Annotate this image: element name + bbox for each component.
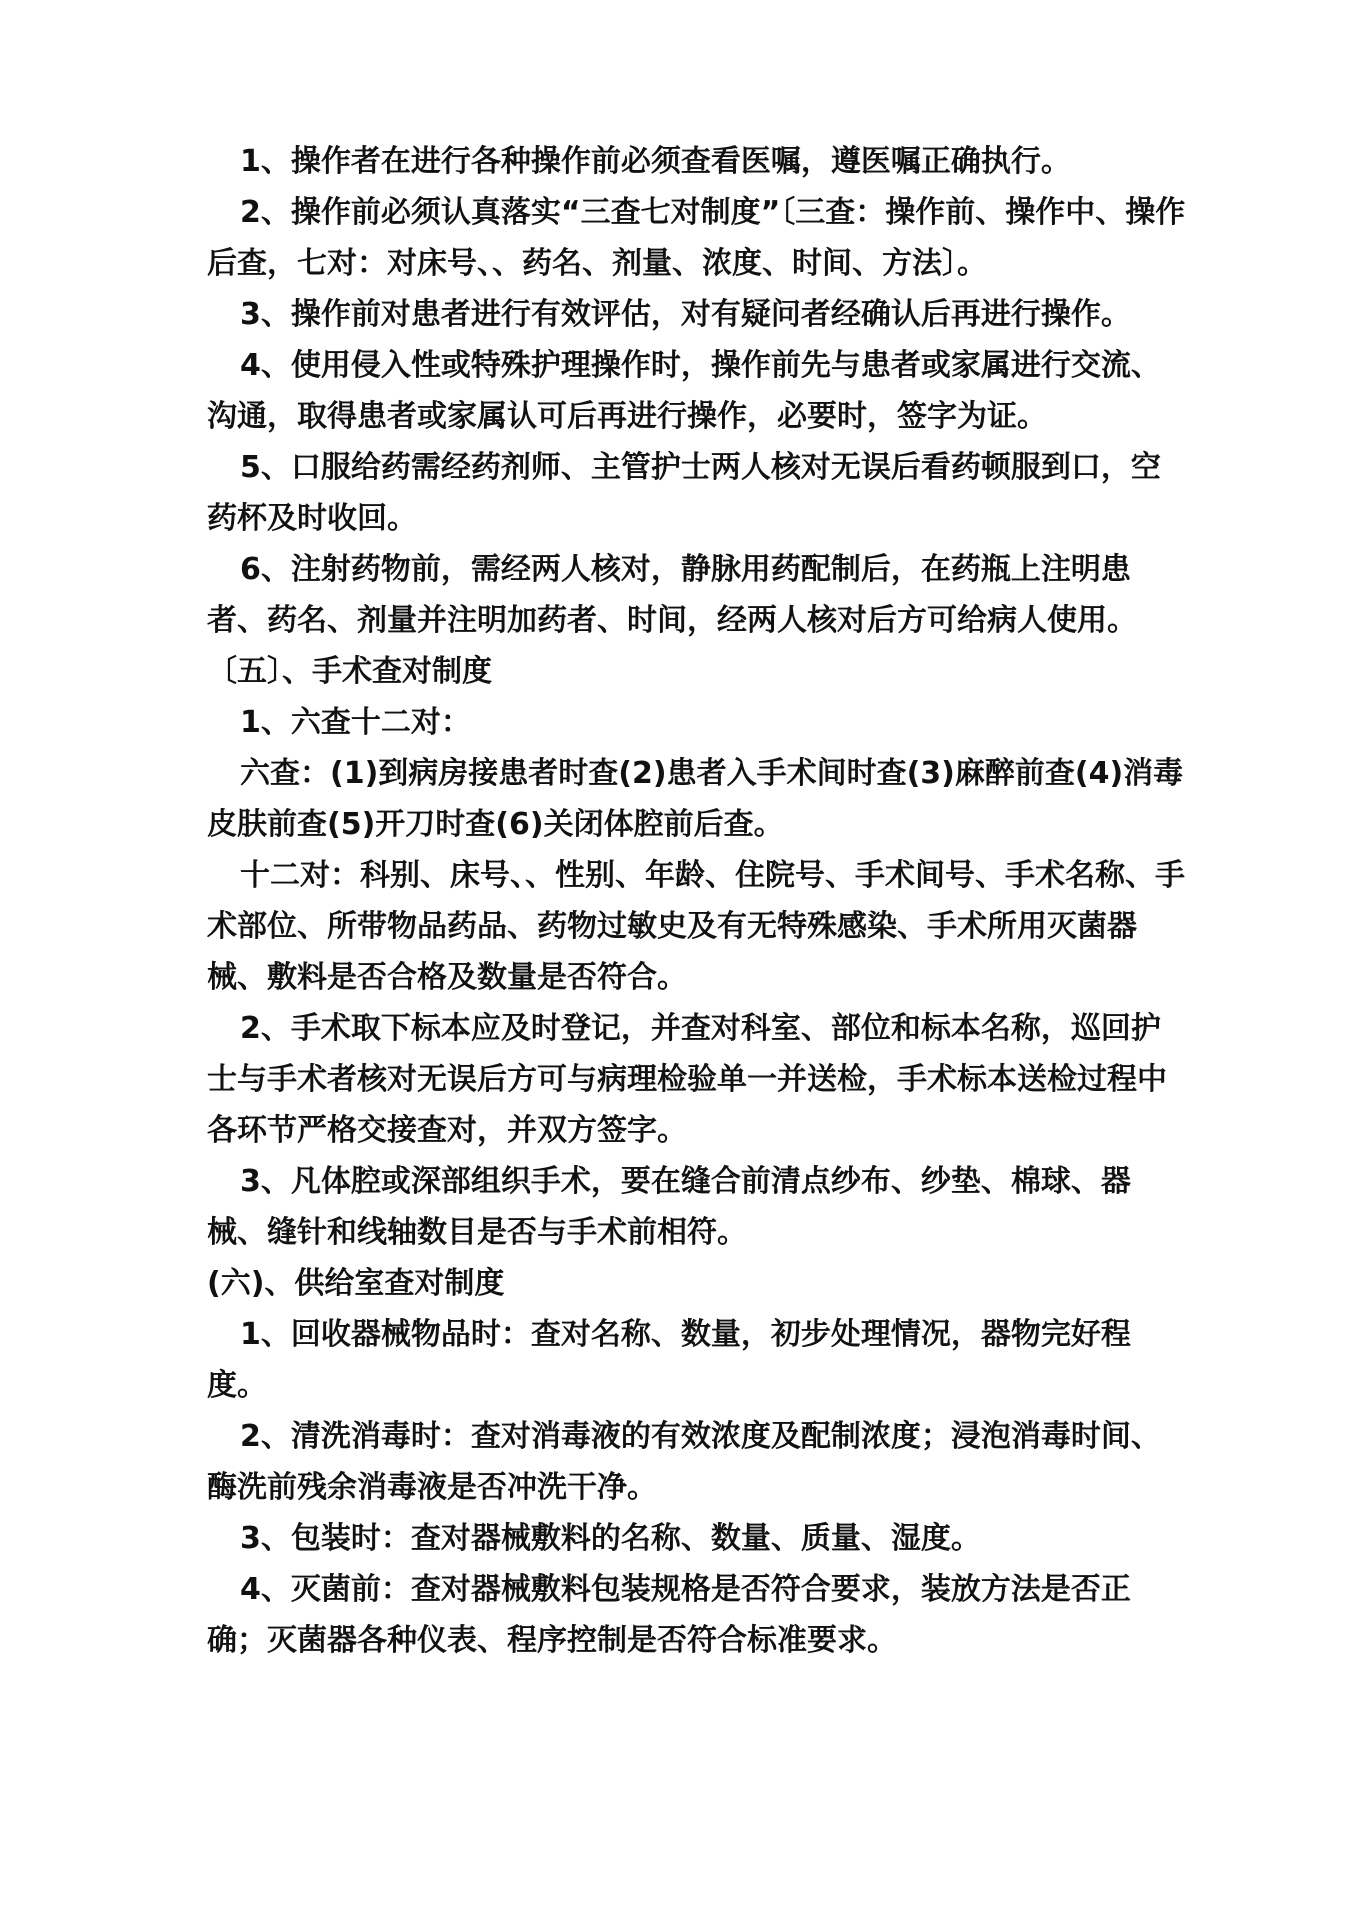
paragraph-surgery-2: 2、手术取下标本应及时登记，并查对科室、部位和标本名称，巡回护士与手术者核对无误后方可与病理检验单一并送检，手术标本送检过程中各环节严格交接查对，并双方签字。 — [207, 1011, 1167, 1148]
paragraph-operation-3: 3、操作前对患者进行有效评估，对有疑问者经确认后再进行操作。 — [240, 297, 1131, 332]
paragraph-surgery-1: 1、六查十二对： — [240, 705, 471, 740]
paragraph-operation-6: 6、注射药物前，需经两人核对，静脉用药配制后，在药瓶上注明患者、药名、剂量并注明加药者、时间，经两人核对后方可给病人使用。 — [207, 552, 1137, 638]
section-heading-supply-room: (六)、供给室查对制度 — [207, 1266, 505, 1301]
paragraph-supply-2: 2、清洗消毒时：查对消毒液的有效浓度及配制浓度；浸泡消毒时间、酶洗前残余消毒液是否冲洗干净。 — [207, 1419, 1161, 1505]
section-heading-surgery: 〔五〕、手术查对制度 — [207, 654, 492, 689]
paragraph-supply-3: 3、包装时：查对器械敷料的名称、数量、质量、湿度。 — [240, 1521, 981, 1556]
paragraph-operation-5: 5、口服给药需经药剂师、主管护士两人核对无误后看药顿服到口，空药杯及时收回。 — [207, 450, 1161, 536]
document-body — [207, 136, 1187, 1666]
paragraph-operation-2: 2、操作前必须认真落实“三查七对制度”〔三查：操作前、操作中、操作后查，七对：对床号、、药名、剂量、浓度、时间、方法〕。 — [207, 195, 1186, 281]
paragraph-supply-1: 1、回收器械物品时：查对名称、数量，初步处理情况，器物完好程度。 — [207, 1317, 1131, 1403]
paragraph-operation-1: 1、操作者在进行各种操作前必须查看医嘱，遵医嘱正确执行。 — [240, 144, 1071, 179]
paragraph-surgery-six-checks: 六查：(1)到病房接患者时查(2)患者入手术间时查(3)麻醉前查(4)消毒皮肤前查(5)开刀时查(6)关闭体腔前后查。 — [207, 756, 1184, 842]
paragraph-surgery-3: 3、凡体腔或深部组织手术，要在缝合前清点纱布、纱垫、棉球、器械、缝针和线轴数目是否与手术前相符。 — [207, 1164, 1131, 1250]
paragraph-supply-4: 4、灭菌前：查对器械敷料包装规格是否符合要求，装放方法是否正确；灭菌器各种仪表、程序控制是否符合标准要求。 — [207, 1572, 1131, 1658]
paragraph-surgery-twelve-verifications: 十二对：科别、床号、、性别、年龄、住院号、手术间号、手术名称、手术部位、所带物品药品、药物过敏史及有无特殊感染、手术所用灭菌器械、敷料是否合格及数量是否符合。 — [207, 858, 1185, 995]
paragraph-operation-4: 4、使用侵入性或特殊护理操作时，操作前先与患者或家属进行交流、沟通，取得患者或家属认可后再进行操作，必要时，签字为证。 — [207, 348, 1161, 434]
